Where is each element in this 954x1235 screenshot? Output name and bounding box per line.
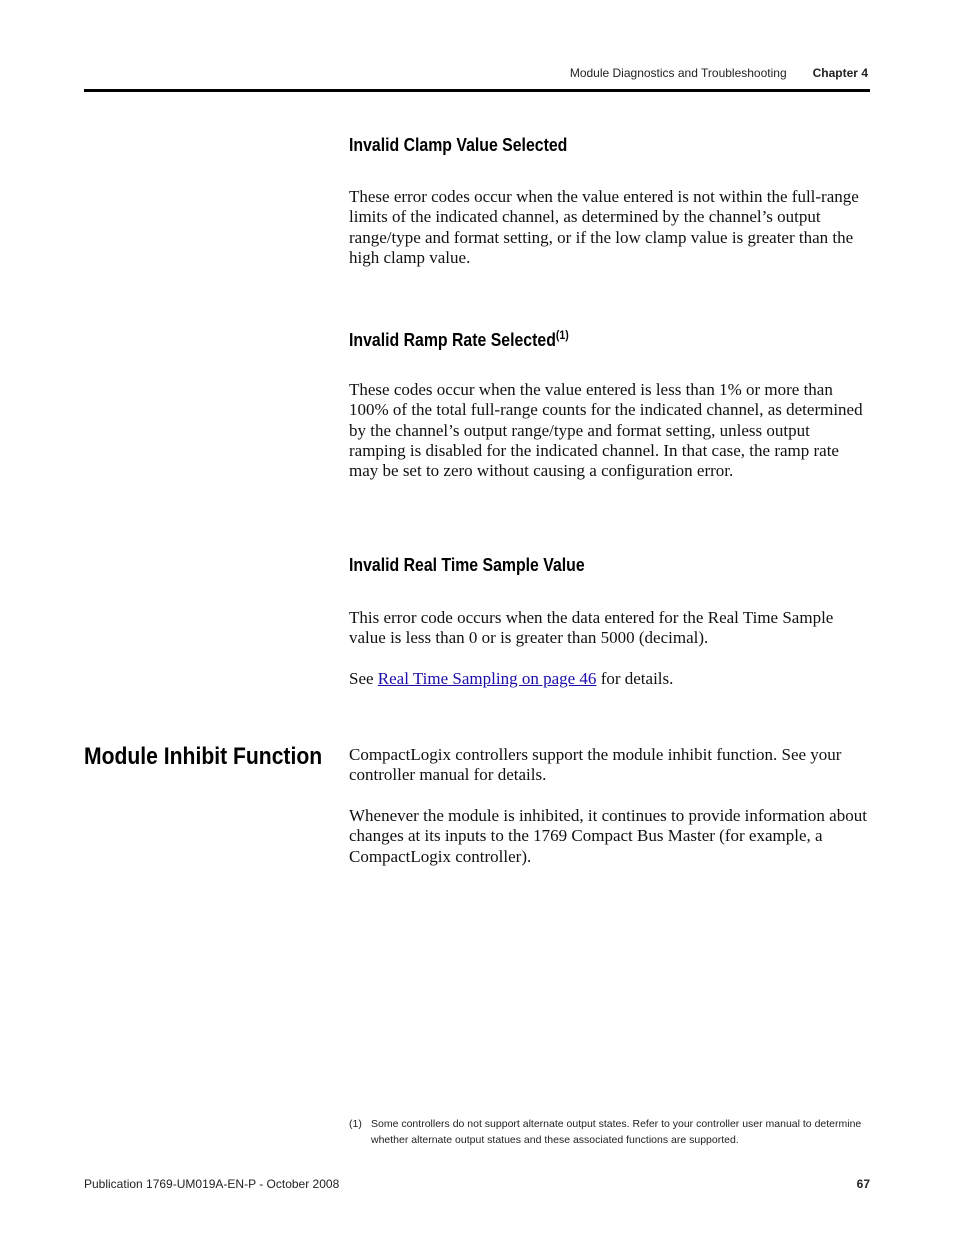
heading-invalid-clamp: Invalid Clamp Value Selected xyxy=(349,135,568,155)
heading-invalid-ramp xyxy=(349,328,569,351)
publication-info: Publication 1769-UM019A-EN-P - October 2008 xyxy=(84,1177,340,1191)
header-chapter: Chapter 4 xyxy=(812,66,868,80)
real-time-sampling-link[interactable]: Real Time Sampling on page 46 xyxy=(377,669,597,688)
header-rule xyxy=(84,89,870,92)
heading-module-inhibit: Module Inhibit Function xyxy=(84,743,323,770)
clamp-paragraph: These error codes occur when the value entered is not within the full-range limits of the indicated channel, as determined by the channel’s output range/type and format setting, or if the low clamp value is greater than the high clamp value. xyxy=(349,187,859,267)
inhibit-paragraph-2: Whenever the module is inhibited, it continues to provide information about changes at its inputs to the 1769 Compact Bus Master (for example, a CompactLogix controller). xyxy=(349,806,867,866)
footnote-text: Some controllers do not support alternate output states. Refer to your controller user manual to determine whether alternate output statues and these associated functions are supported. xyxy=(371,1118,862,1146)
heading-invalid-ramp-text: Invalid Ramp Rate Selected xyxy=(349,330,556,350)
inhibit-paragraph-1: CompactLogix controllers support the module inhibit function. See your controller manual for details. xyxy=(349,745,842,785)
heading-invalid-rts: Invalid Real Time Sample Value xyxy=(349,555,585,575)
footnote-number: (1) xyxy=(349,1118,362,1130)
page-number: 67 xyxy=(856,1177,870,1191)
running-header xyxy=(570,66,868,80)
rts-paragraph: This error code occurs when the data entered for the Real Time Sample value is less than 0 or is greater than 5000 (decimal). xyxy=(349,608,834,648)
page-footer xyxy=(84,1177,870,1191)
see-also-paragraph xyxy=(349,669,869,689)
footnote-ref[interactable]: (1) xyxy=(555,328,569,342)
ramp-paragraph: These codes occur when the value entered is less than 1% or more than 100% of the total full-range counts for the indicated channel, as determined by the channel’s output range/type and format setting, unless output ramping is disabled for the indicated channel. In that case, the ramp rate may be set to zero without causing a configuration error. xyxy=(349,380,863,481)
see-suffix: for details. xyxy=(596,669,674,688)
footnote xyxy=(349,1116,869,1148)
see-prefix: See xyxy=(349,669,378,688)
header-section-title: Module Diagnostics and Troubleshooting xyxy=(569,66,787,80)
